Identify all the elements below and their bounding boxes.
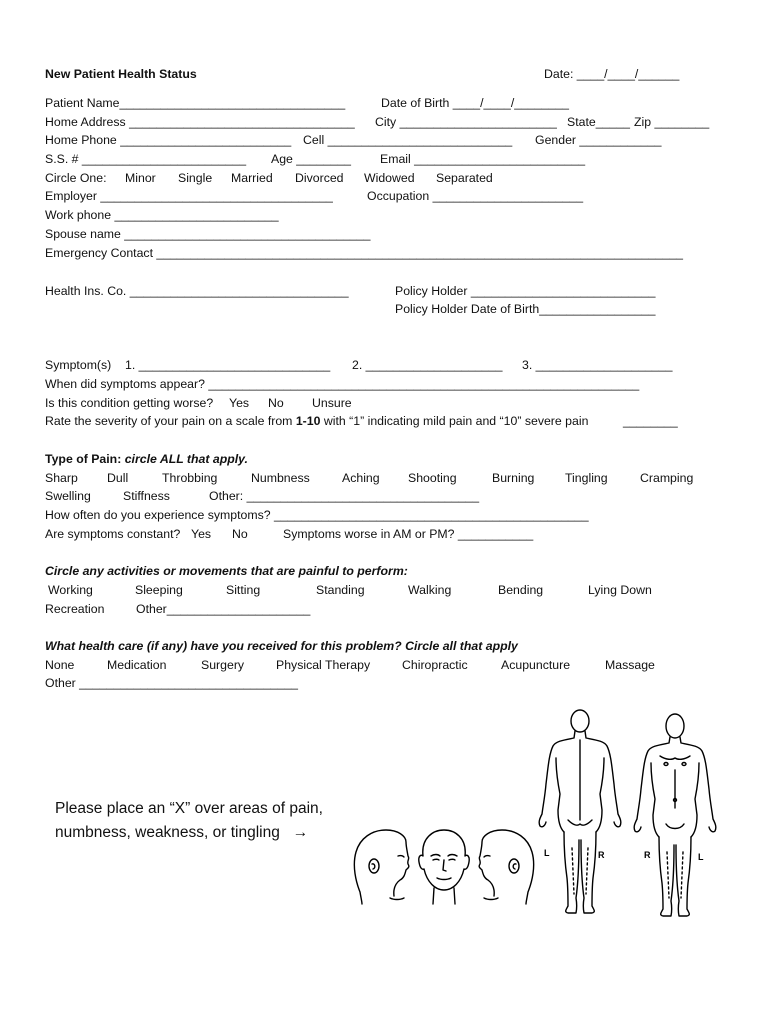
pain-option[interactable]: Sharp [45,471,78,485]
symptom-1-field[interactable]: 1. ____________________________ [125,358,331,372]
marital-option[interactable]: Single [178,171,213,185]
diagram-instructions [55,797,323,845]
pain-other-field[interactable]: Other: __________________________________ [209,489,480,503]
marital-label: Circle One: [45,171,107,185]
care-option[interactable]: Medication [107,658,167,672]
back-view-left-label: L [544,848,550,858]
activity-option[interactable]: Working [48,583,93,597]
body-back-view[interactable] [534,708,626,916]
policy-holder-dob-field[interactable]: Policy Holder Date of Birth_________________ [395,302,656,316]
pain-option[interactable]: Throbbing [162,471,218,485]
marital-option[interactable]: Married [231,171,273,185]
policy-holder-field[interactable]: Policy Holder ___________________________ [395,284,656,298]
employer-field[interactable]: Employer __________________________________ [45,189,333,203]
care-option[interactable]: Massage [605,658,655,672]
home-phone-field[interactable]: Home Phone _________________________ [45,133,292,147]
activity-option[interactable]: Sleeping [135,583,183,597]
symptom-frequency-field[interactable]: How often do you experience symptoms? ______________________________________________ [45,508,589,522]
care-option[interactable]: Physical Therapy [276,658,371,672]
care-other-field[interactable]: Other ________________________________ [45,676,299,690]
pain-option[interactable]: Tingling [565,471,608,485]
age-field[interactable]: Age ________ [271,152,352,166]
arrow-right-icon: → [292,824,309,841]
care-title: What health care (if any) have you received for this problem? Circle all that apply [45,639,518,653]
pain-option[interactable]: Swelling [45,489,91,503]
front-view-left-label: L [698,852,704,862]
pain-type-instruction: circle ALL that apply. [124,452,248,466]
spouse-name-field[interactable]: Spouse name ____________________________________ [45,227,371,241]
activity-option[interactable]: Walking [408,583,452,597]
cell-field[interactable]: Cell ___________________________ [303,133,513,147]
pain-option[interactable]: Stiffness [123,489,170,503]
health-insurance-field[interactable]: Health Ins. Co. ________________________________ [45,284,349,298]
diagram-instruction-line [55,821,323,845]
severity-scale: 1-10 [295,414,321,428]
constant-option[interactable]: Yes [191,527,212,541]
front-view-right-label: R [644,850,651,860]
severity-field[interactable]: ________ [623,414,678,428]
head-left-profile[interactable] [348,826,418,906]
care-option[interactable]: Chiropractic [402,658,468,672]
marital-option[interactable]: Divorced [295,171,344,185]
severity-text-end: with “1” indicating mild pain and “10” severe pain [320,414,589,428]
marital-option[interactable]: Minor [125,171,156,185]
back-view-right-label: R [598,850,605,860]
worse-option[interactable]: Yes [229,396,250,410]
activities-title: Circle any activities or movements that are painful to perform: [45,564,408,578]
activity-option[interactable]: Lying Down [588,583,652,597]
diagram-instruction-line: Please place an “X” over areas of pain, [55,800,323,817]
diagram-instruction-text: numbness, weakness, or tingling [55,824,280,841]
ssn-field[interactable]: S.S. # ________________________ [45,152,247,166]
activity-other-field[interactable]: Other_____________________ [136,602,311,616]
symptoms-label: Symptom(s) [45,358,112,372]
date-field[interactable]: Date: ____/____/______ [544,67,680,81]
patient-name-field[interactable]: Patient Name_________________________________ [45,96,346,110]
pain-option[interactable]: Burning [492,471,535,485]
emergency-contact-field[interactable]: Emergency Contact _____________________________________________________________________________ [45,246,684,260]
email-field[interactable]: Email _________________________ [380,152,586,166]
city-field[interactable]: City _______________________ [375,115,557,129]
activity-option[interactable]: Standing [316,583,365,597]
severity-text: Rate the severity of your pain on a scale from [45,414,296,428]
severity-question [45,414,588,429]
dob-field[interactable]: Date of Birth ____/____/________ [381,96,570,110]
marital-option[interactable]: Widowed [364,171,415,185]
pain-type-title [45,452,248,467]
pain-option[interactable]: Aching [342,471,380,485]
symptom-3-field[interactable]: 3. ____________________ [522,358,673,372]
symptoms-appear-field[interactable]: When did symptoms appear? _______________________________________________________________ [45,377,640,391]
pain-option[interactable]: Shooting [408,471,457,485]
care-option[interactable]: None [45,658,75,672]
occupation-field[interactable]: Occupation ______________________ [367,189,584,203]
constant-option[interactable]: No [232,527,248,541]
pain-option[interactable]: Numbness [251,471,310,485]
pain-option[interactable]: Cramping [640,471,694,485]
am-pm-field[interactable]: Symptoms worse in AM or PM? ___________ [283,527,534,541]
head-right-profile[interactable] [470,826,540,906]
pain-type-title-text: Type of Pain: [45,452,125,466]
body-front-view[interactable] [628,712,722,916]
constant-question: Are symptoms constant? [45,527,181,541]
worse-option[interactable]: No [268,396,284,410]
head-front[interactable] [413,826,475,906]
worse-option[interactable]: Unsure [312,396,352,410]
care-option[interactable]: Acupuncture [501,658,571,672]
work-phone-field[interactable]: Work phone ________________________ [45,208,279,222]
form-title: New Patient Health Status [45,67,197,81]
zip-field[interactable]: Zip ________ [634,115,710,129]
symptom-2-field[interactable]: 2. ____________________ [352,358,503,372]
activity-option[interactable]: Sitting [226,583,261,597]
activity-option[interactable]: Bending [498,583,544,597]
activity-option[interactable]: Recreation [45,602,105,616]
home-address-field[interactable]: Home Address _________________________________ [45,115,355,129]
worse-question: Is this condition getting worse? [45,396,214,410]
marital-option[interactable]: Separated [436,171,493,185]
gender-field[interactable]: Gender ____________ [535,133,662,147]
state-field[interactable]: State_____ [567,115,630,129]
pain-option[interactable]: Dull [107,471,129,485]
care-option[interactable]: Surgery [201,658,245,672]
